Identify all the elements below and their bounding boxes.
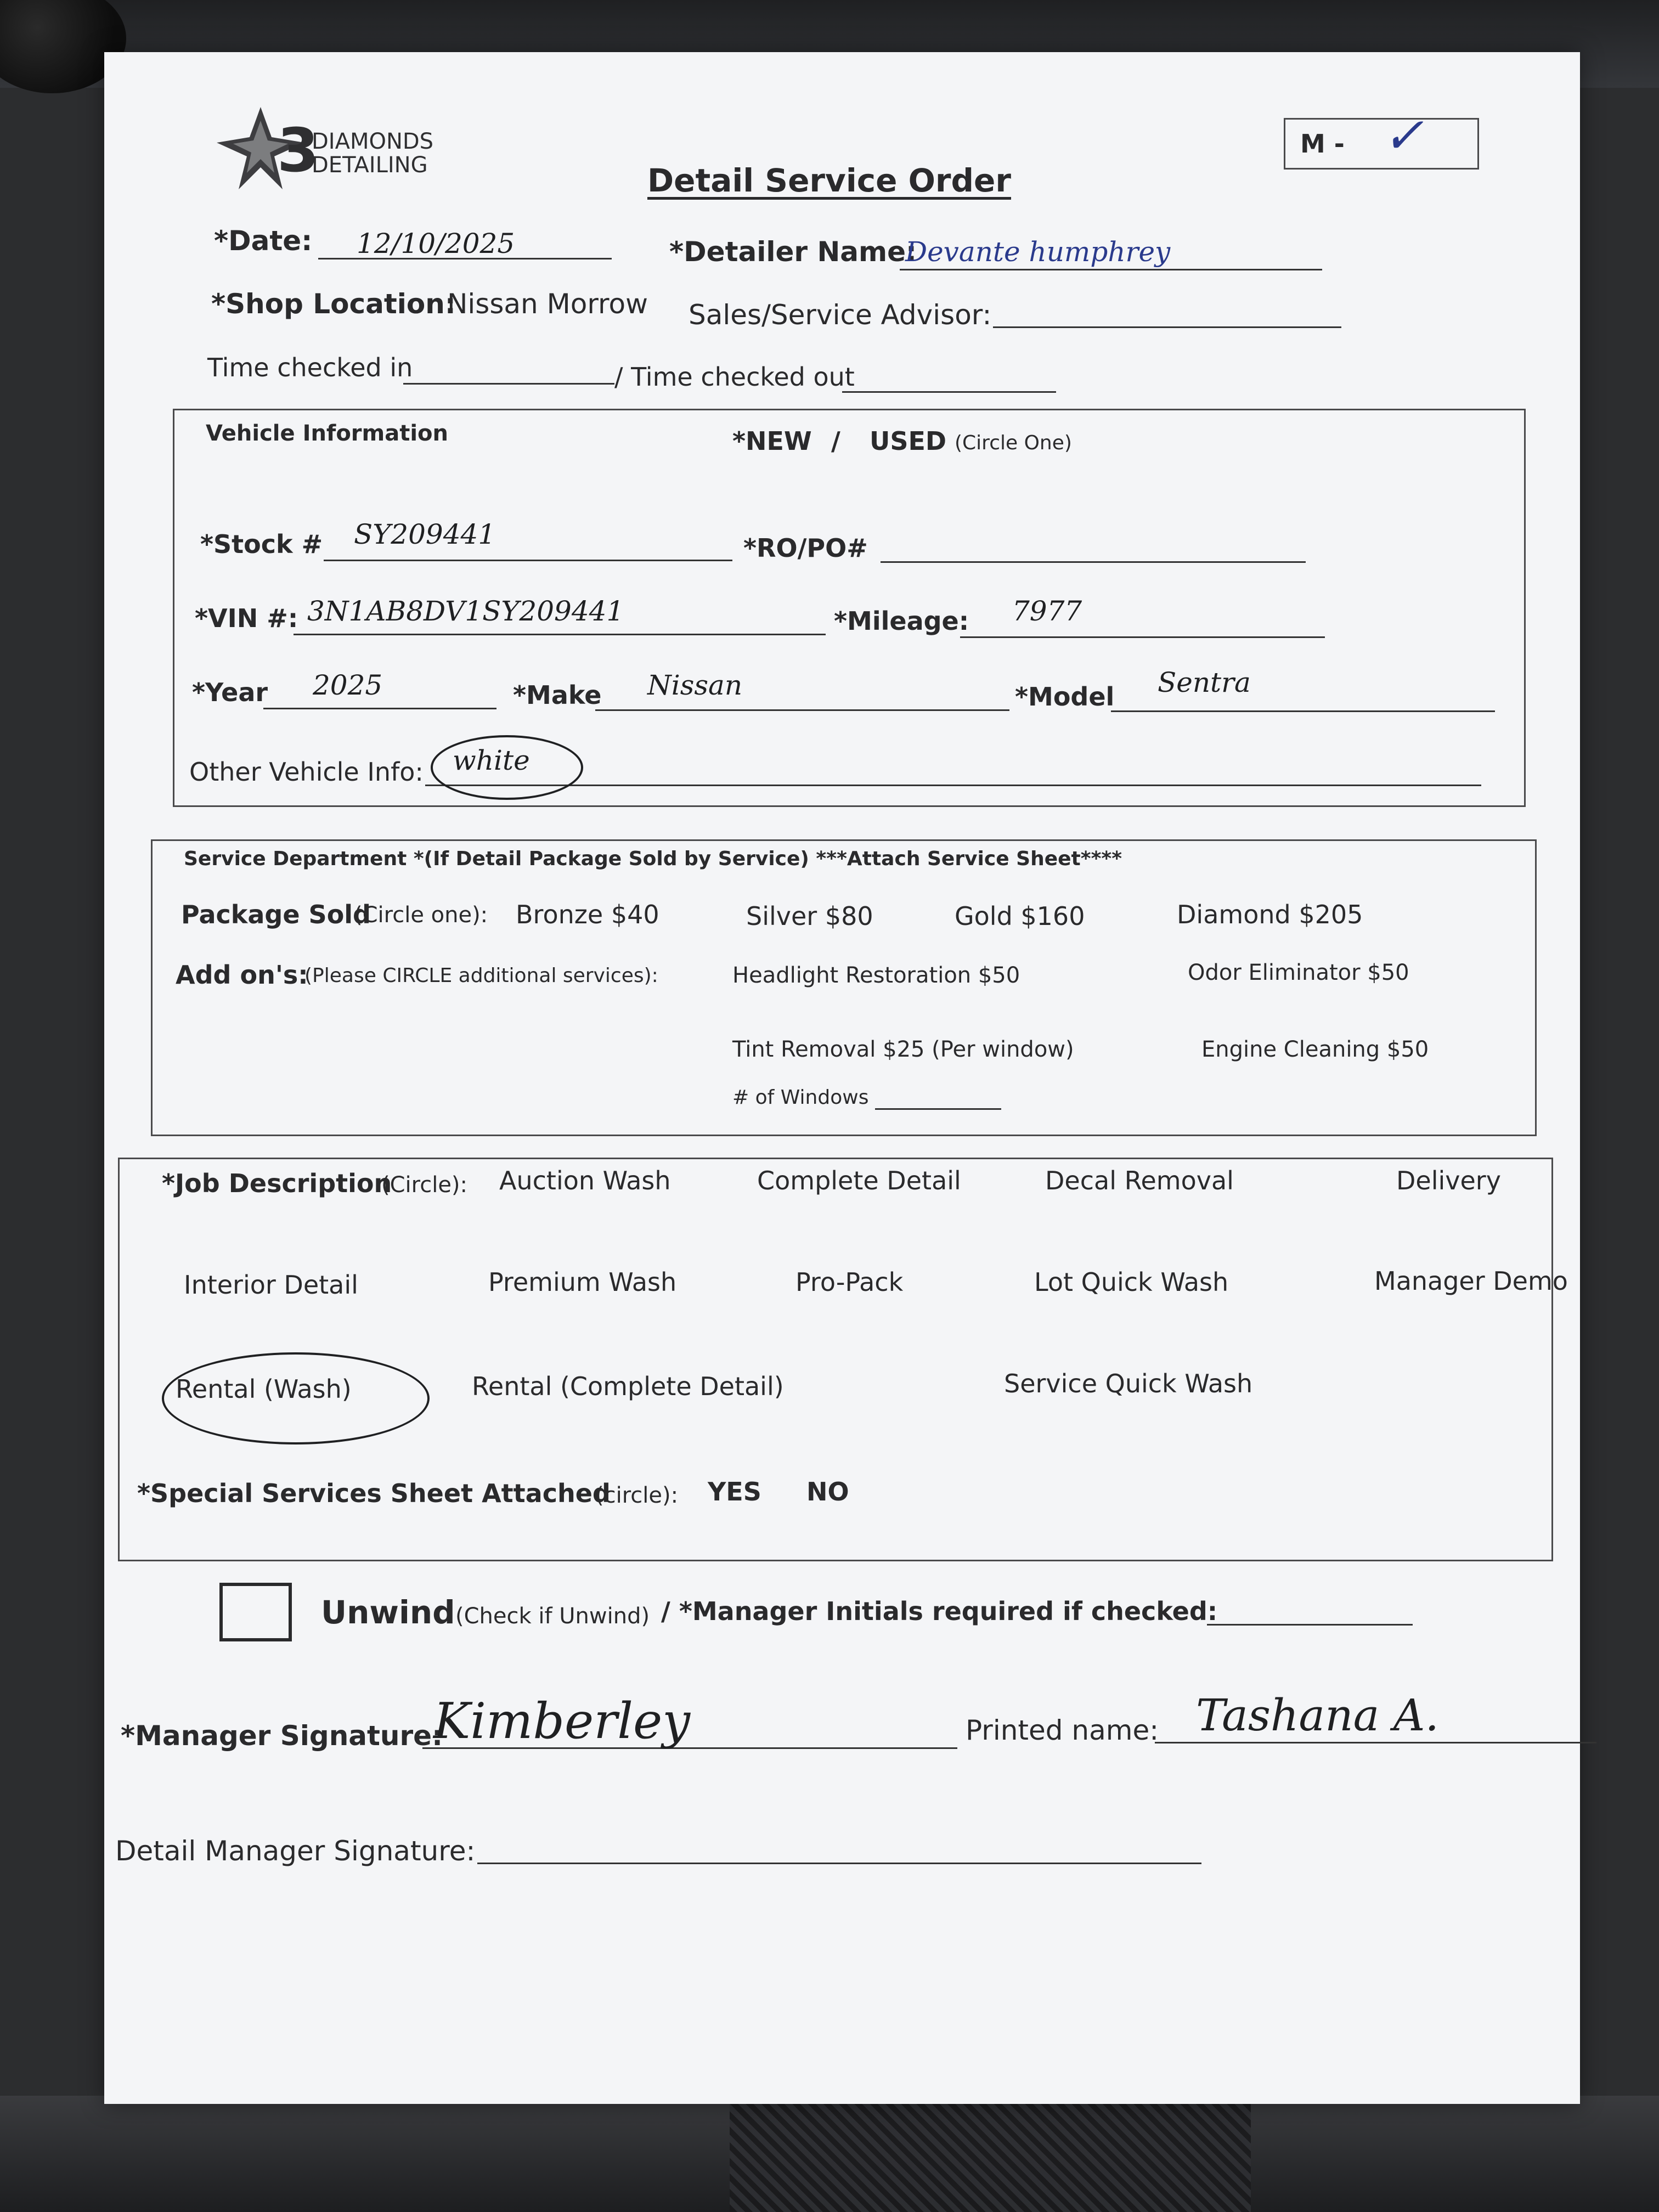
vehicle-section-label: Vehicle Information [206, 421, 448, 446]
manager-signature-label: *Manager Signature: [121, 1720, 443, 1752]
other-info-value[interactable]: white [453, 744, 530, 776]
unwind-hint: (Check if Unwind) [455, 1604, 650, 1629]
special-services-label: *Special Services Sheet Attached [137, 1479, 611, 1508]
job-lot-quick-wash[interactable]: Lot Quick Wash [1034, 1267, 1229, 1297]
m-label: M - [1300, 129, 1345, 159]
manager-initials-label: / *Manager Initials required if checked: [661, 1596, 1218, 1626]
addons-hint: (Please CIRCLE additional services): [304, 964, 658, 987]
ro-label: *RO/PO# [743, 533, 868, 563]
windows-label: # of Windows [732, 1086, 869, 1109]
job-hint: (Circle): [381, 1172, 468, 1198]
shop-label: *Shop Location: [211, 288, 456, 320]
page-title: Detail Service Order [647, 162, 1011, 199]
date-value[interactable]: 12/10/2025 [357, 228, 515, 259]
job-rental-wash[interactable]: Rental (Wash) [176, 1374, 352, 1404]
addon-tint[interactable]: Tint Removal $25 (Per window) [732, 1037, 1074, 1062]
year-line [263, 708, 496, 709]
year-value[interactable]: 2025 [313, 669, 383, 701]
other-info-label: Other Vehicle Info: [189, 757, 424, 787]
vin-label: *VIN #: [195, 603, 298, 633]
special-services-hint: (circle): [595, 1483, 679, 1508]
model-value[interactable]: Sentra [1158, 667, 1251, 698]
job-premium-wash[interactable]: Premium Wash [488, 1267, 677, 1297]
mileage-value[interactable]: 7977 [1012, 595, 1082, 627]
time-in-line [403, 383, 614, 385]
stock-line [324, 560, 732, 561]
printed-name-label: Printed name: [966, 1714, 1159, 1746]
advisor-label: Sales/Service Advisor: [689, 299, 992, 331]
mileage-line [960, 636, 1325, 638]
other-info-line [425, 785, 1481, 786]
company-logo [214, 104, 455, 192]
special-no[interactable]: NO [806, 1477, 849, 1506]
job-auction-wash[interactable]: Auction Wash [499, 1166, 671, 1195]
detail-manager-signature-line [477, 1863, 1201, 1864]
service-header: Service Department *(If Detail Package Sold by Service) ***Attach Service Sheet**** [184, 848, 1122, 870]
unwind-checkbox[interactable] [219, 1583, 292, 1641]
package-hint: (Circle one): [354, 902, 488, 928]
unwind-label: Unwind [321, 1594, 455, 1631]
package-diamond[interactable]: Diamond $205 [1177, 900, 1363, 929]
logo-line2: DETAILING [312, 153, 428, 178]
logo-line1: DIAMONDS [312, 129, 434, 154]
package-bronze[interactable]: Bronze $40 [516, 900, 659, 929]
vin-value[interactable]: 3N1AB8DV1SY209441 [307, 595, 624, 627]
make-label: *Make [513, 680, 602, 710]
m-check-mark: ✓ [1383, 107, 1424, 165]
addons-label: Add on's: [176, 960, 308, 990]
job-manager-demo[interactable]: Manager Demo [1374, 1266, 1568, 1296]
printed-name-line [1155, 1742, 1596, 1743]
time-out-line [842, 391, 1056, 393]
vin-line [294, 634, 826, 635]
manager-initials-line [1207, 1624, 1413, 1626]
knit-fabric [730, 2101, 1251, 2212]
job-label: *Job Description [162, 1169, 392, 1198]
logo-numeral: 3 [277, 115, 319, 185]
detailer-label: *Detailer Name: [669, 236, 917, 268]
used-option[interactable]: USED [870, 426, 947, 456]
stock-value[interactable]: SY209441 [354, 518, 496, 550]
year-label: *Year [192, 678, 268, 707]
stock-label: *Stock # [200, 529, 323, 559]
detail-manager-signature-label: Detail Manager Signature: [115, 1835, 476, 1867]
detailer-line [900, 269, 1322, 270]
mileage-label: *Mileage: [834, 606, 969, 636]
job-decal-removal[interactable]: Decal Removal [1045, 1166, 1234, 1195]
special-yes[interactable]: YES [708, 1477, 761, 1506]
package-silver[interactable]: Silver $80 [746, 901, 873, 931]
model-line [1111, 710, 1495, 712]
job-complete-detail[interactable]: Complete Detail [757, 1166, 961, 1195]
circle-one-hint: (Circle One) [955, 432, 1072, 454]
new-option[interactable]: *NEW [732, 426, 812, 456]
addon-odor[interactable]: Odor Eliminator $50 [1188, 960, 1409, 985]
job-rental-complete-detail[interactable]: Rental (Complete Detail) [472, 1372, 784, 1401]
date-label: *Date: [214, 225, 313, 257]
make-line [595, 709, 1009, 711]
time-out-label: / Time checked out [614, 362, 855, 392]
package-label: Package Sold [181, 900, 371, 929]
windows-line [875, 1108, 1001, 1110]
addon-engine[interactable]: Engine Cleaning $50 [1201, 1037, 1429, 1062]
service-order-sheet [104, 52, 1580, 2104]
ro-line [881, 561, 1306, 563]
job-interior-detail[interactable]: Interior Detail [184, 1270, 358, 1300]
shop-value: Nissan Morrow [447, 288, 648, 320]
advisor-line [993, 326, 1341, 328]
manager-signature-value[interactable]: Kimberley [433, 1692, 691, 1750]
package-gold[interactable]: Gold $160 [955, 901, 1085, 931]
model-label: *Model [1015, 682, 1115, 712]
job-delivery[interactable]: Delivery [1396, 1166, 1501, 1195]
addon-headlight[interactable]: Headlight Restoration $50 [732, 963, 1020, 988]
job-pro-pack[interactable]: Pro-Pack [795, 1267, 904, 1297]
job-service-quick-wash[interactable]: Service Quick Wash [1004, 1369, 1253, 1398]
time-in-label: Time checked in [207, 353, 413, 382]
detailer-value[interactable]: Devante humphrey [905, 236, 1171, 268]
printed-name-value[interactable]: Tashana A. [1196, 1690, 1439, 1741]
new-used-slash: / [831, 426, 840, 456]
make-value[interactable]: Nissan [647, 669, 743, 701]
